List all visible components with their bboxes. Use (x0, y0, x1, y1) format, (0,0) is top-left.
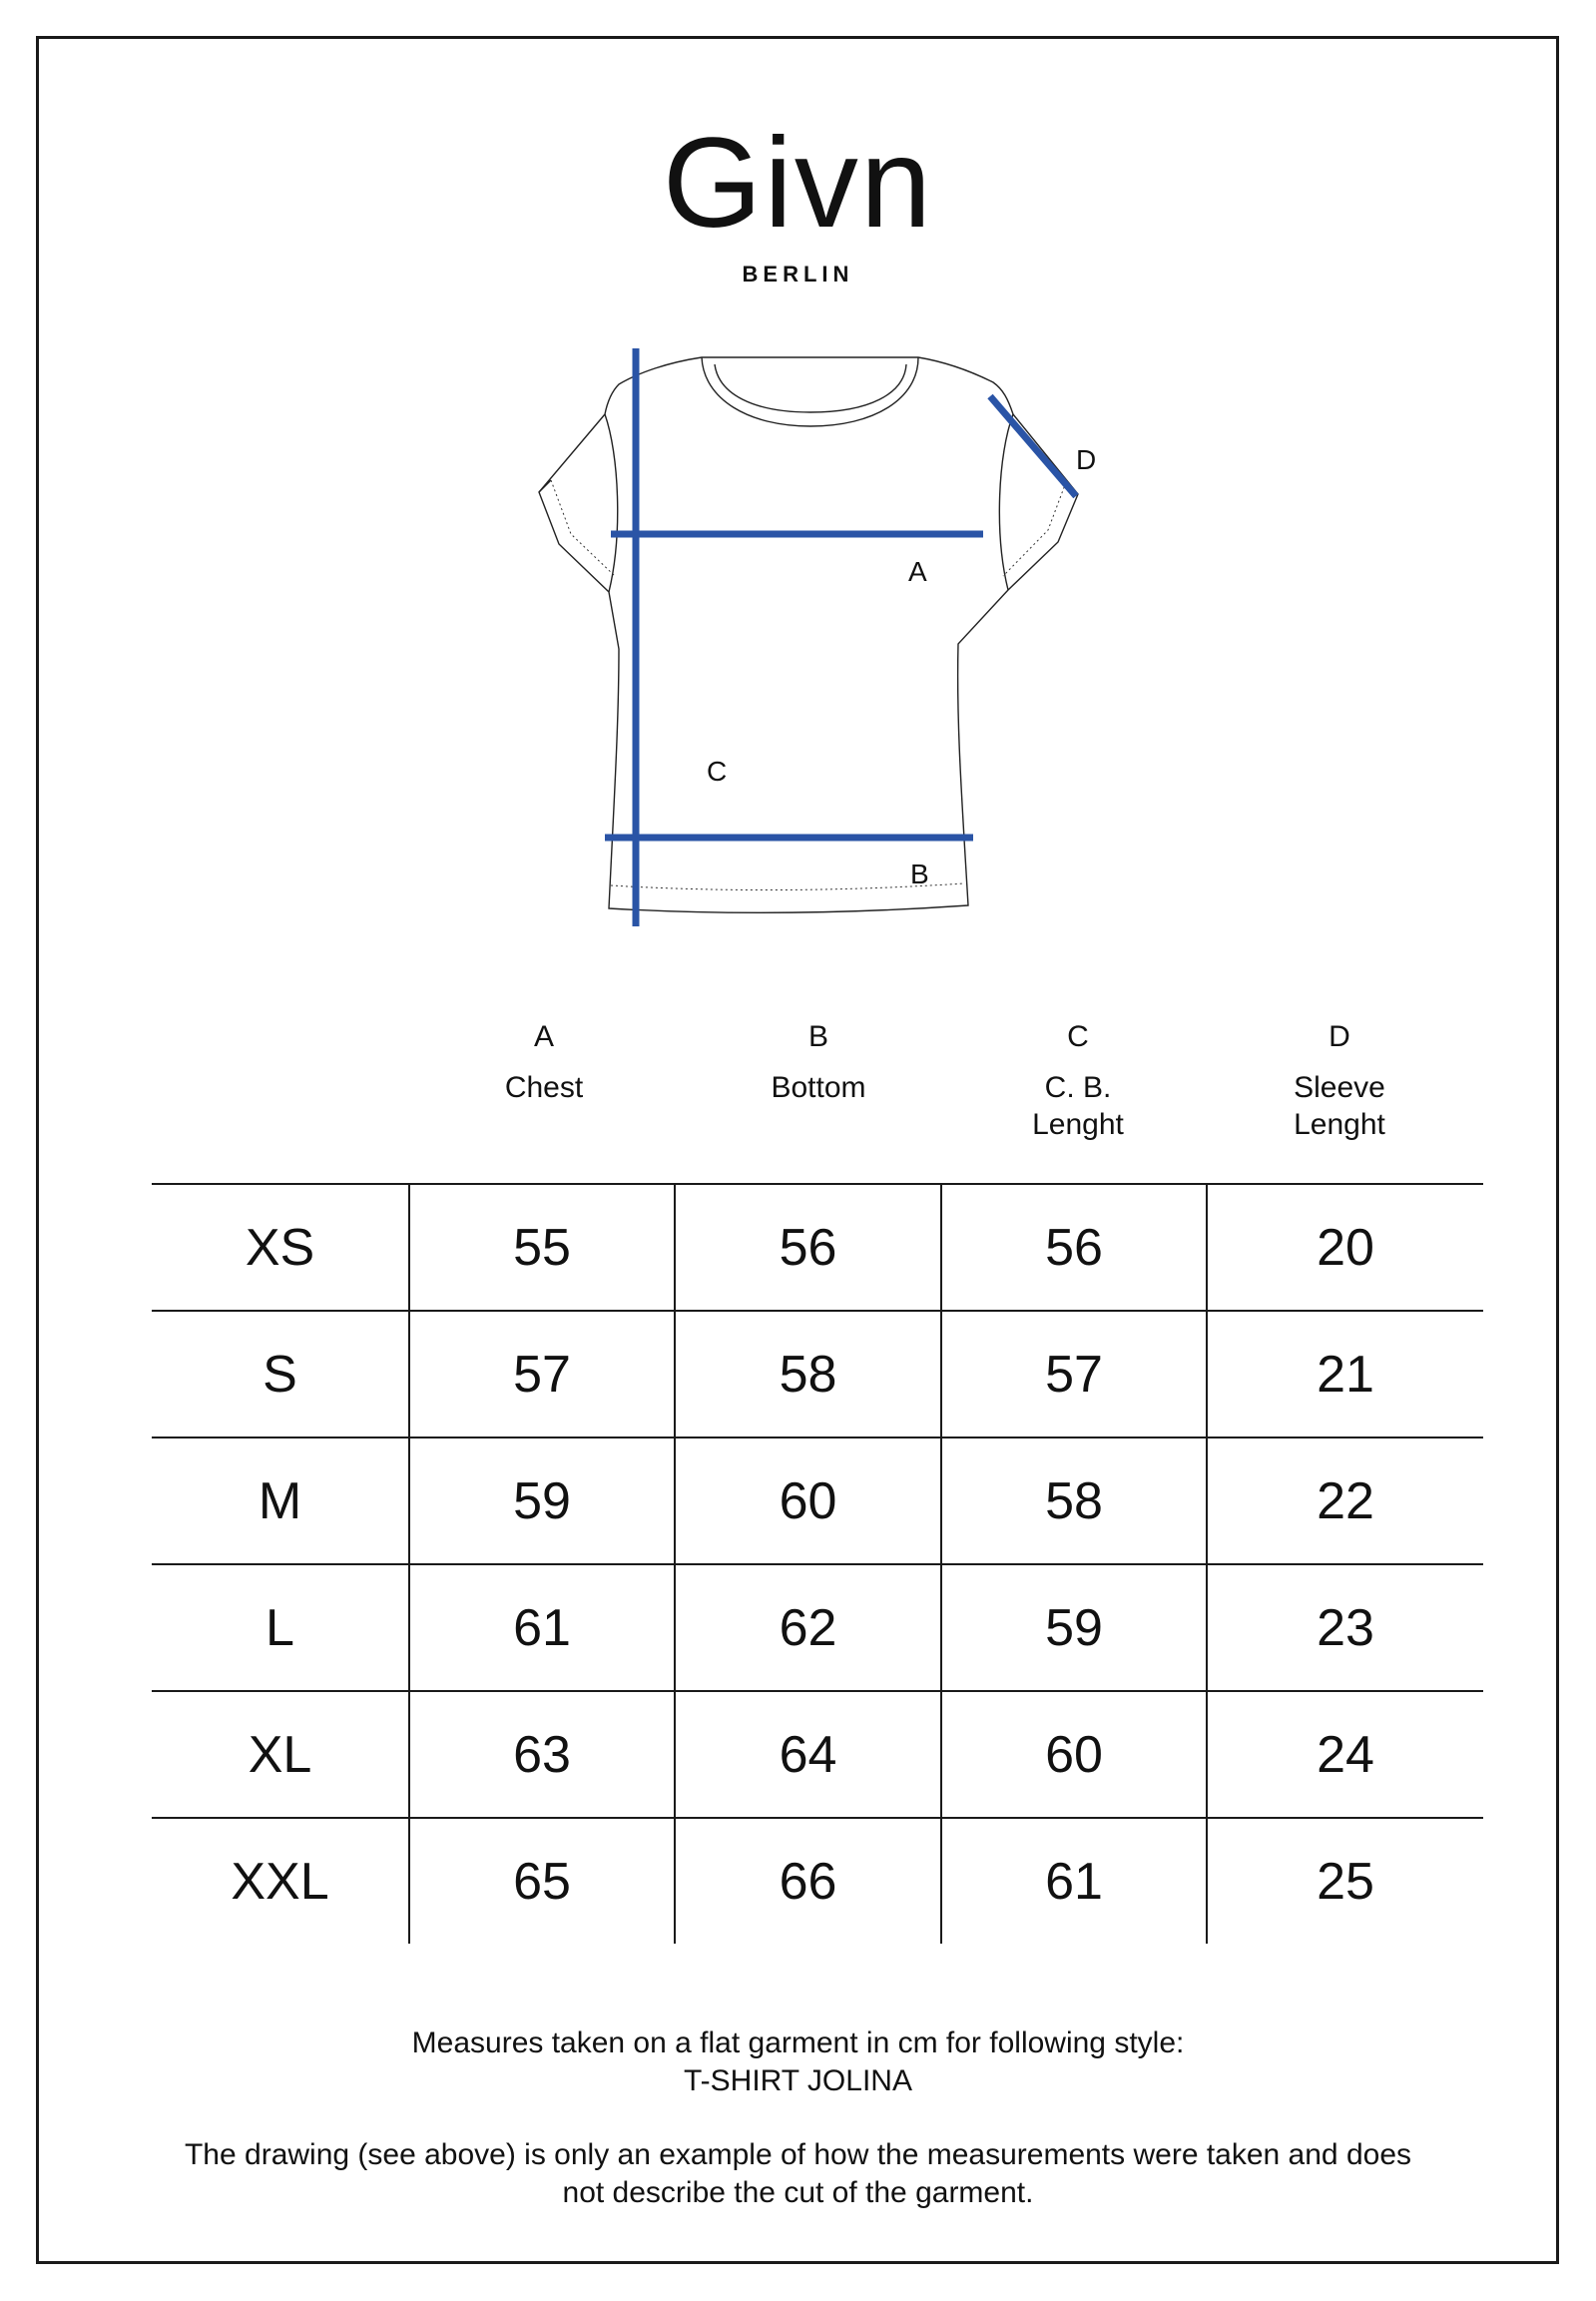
brand-logo: Givn (662, 112, 934, 255)
size-label: XS (245, 1218, 315, 1277)
measurement-cell: 57 (941, 1311, 1207, 1438)
measurement-cell: 56 (675, 1184, 941, 1311)
measurement-cell: 61 (941, 1818, 1207, 1944)
column-header-sleeve-length: D Sleeve Lenght (1294, 1020, 1385, 1141)
measure-lines (605, 348, 1076, 926)
table-row (152, 1438, 1483, 1564)
column-header-cb-length: C C. B. Lenght (1032, 1020, 1124, 1141)
measurement-cell: 57 (409, 1311, 675, 1438)
label-c: C (707, 756, 728, 787)
label-b: B (910, 859, 929, 889)
size-label: M (258, 1471, 302, 1530)
size-label: XL (248, 1725, 312, 1784)
tshirt-diagram (519, 344, 1118, 943)
measurement-cell: 25 (1207, 1818, 1483, 1944)
measure-line-d (990, 396, 1076, 496)
table-row (152, 1691, 1483, 1818)
measurement-cell: 60 (675, 1438, 941, 1564)
measurement-cell: 64 (675, 1691, 941, 1818)
measurement-cell: 66 (675, 1818, 941, 1944)
table-row (152, 1184, 1483, 1311)
measurement-cell: 63 (409, 1691, 675, 1818)
measurement-cell: 62 (675, 1564, 941, 1691)
size-label: S (263, 1345, 297, 1404)
measurement-cell: 65 (409, 1818, 675, 1944)
size-table (152, 1183, 1483, 1944)
measures-note: Measures taken on a flat garment in cm for following style: T-SHIRT JOLINA (60, 2024, 1536, 2100)
tshirt-outline (539, 357, 1078, 912)
size-label: XXL (231, 1852, 329, 1911)
column-header-chest: A Chest (504, 1020, 584, 1104)
table-row (152, 1564, 1483, 1691)
measurement-cell: 59 (409, 1438, 675, 1564)
label-a: A (908, 556, 927, 587)
measurement-cell: 58 (941, 1438, 1207, 1564)
table-row (152, 1311, 1483, 1438)
size-label: L (266, 1598, 294, 1657)
measurement-cell: 59 (941, 1564, 1207, 1691)
brand-city: BERLIN (742, 262, 854, 287)
table-row (152, 1818, 1483, 1944)
measurement-cell: 55 (409, 1184, 675, 1311)
measurement-cell: 22 (1207, 1438, 1483, 1564)
measurement-cell: 58 (675, 1311, 941, 1438)
disclaimer-note: The drawing (see above) is only an example of how the measurements were taken and does not describe the cut of the garment. (184, 2138, 1412, 2209)
measurement-cell: 24 (1207, 1691, 1483, 1818)
measurement-cell: 60 (941, 1691, 1207, 1818)
measurement-cell: 23 (1207, 1564, 1483, 1691)
label-d: D (1076, 444, 1097, 475)
measurement-cell: 61 (409, 1564, 675, 1691)
style-name: T-SHIRT JOLINA (684, 2064, 912, 2097)
measurement-cell: 21 (1207, 1311, 1483, 1438)
stitch-lines (551, 480, 1066, 890)
measurement-cell: 20 (1207, 1184, 1483, 1311)
measurement-cell: 56 (941, 1184, 1207, 1311)
column-header-bottom: B Bottom (771, 1020, 866, 1104)
